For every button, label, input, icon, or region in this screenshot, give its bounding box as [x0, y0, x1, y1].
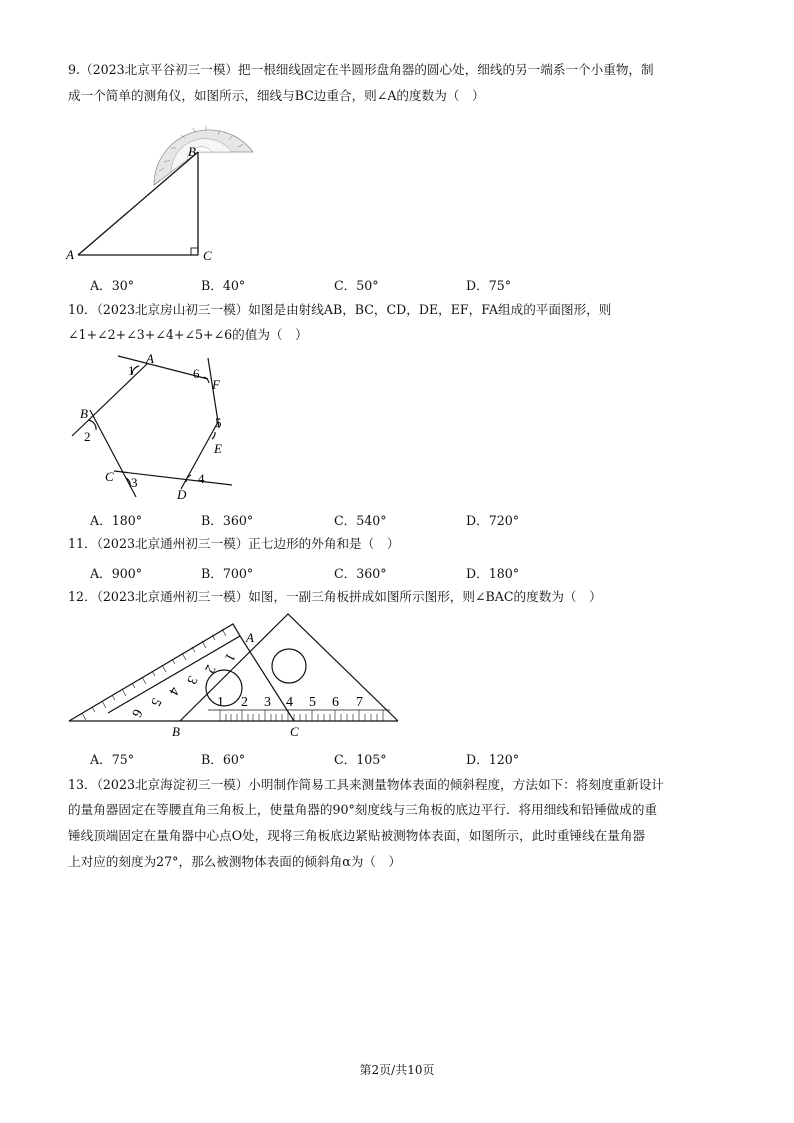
protractor: [154, 118, 253, 185]
label-a: A: [146, 351, 154, 366]
angle-2-label: 2: [84, 429, 91, 444]
q11-option-b[interactable]: B．700°: [201, 566, 254, 581]
q12-option-a[interactable]: A．75°: [90, 752, 135, 767]
q11-option-c[interactable]: C．360°: [334, 566, 387, 581]
q9-option-d[interactable]: D．75°: [466, 278, 512, 293]
label-b: B: [80, 406, 88, 421]
q13-line-1: 13．（2023北京海淀初三一模）小明制作简易工具来测量物体表面的倾斜程度，方法如下：将刻度重新设计: [68, 777, 664, 792]
svg-text:5: 5: [147, 695, 164, 709]
svg-text:1: 1: [221, 650, 238, 664]
label-a: A: [66, 247, 74, 262]
q10-option-b[interactable]: B．360°: [201, 513, 254, 528]
svg-text:1: 1: [217, 695, 224, 710]
label-b: B: [172, 724, 180, 739]
label-f: F: [212, 377, 220, 392]
side-ab: [78, 152, 198, 255]
svg-text:6: 6: [332, 695, 339, 710]
label-b: B: [188, 144, 196, 159]
label-d: D: [177, 487, 187, 502]
q13-line-3: 锤线顶端固定在量角器中心点O处，现将三角板底边紧贴被测物体表面，如图所示，此时重锤线在量角器: [68, 828, 646, 843]
label-a: A: [246, 630, 254, 645]
q11-line-1: 11．（2023北京通州初三一模）正七边形的外角和是（ ）: [68, 536, 400, 551]
q11-option-d[interactable]: D．180°: [466, 566, 520, 581]
q10-option-d[interactable]: D．720°: [466, 513, 520, 528]
triangle-hole-1: [272, 649, 306, 683]
q9-option-b[interactable]: B．40°: [201, 278, 246, 293]
svg-text:4: 4: [286, 695, 293, 710]
angle-4-arc: [186, 475, 191, 482]
q10-option-c[interactable]: C．540°: [334, 513, 387, 528]
svg-text:4: 4: [165, 684, 182, 698]
q9-option-a[interactable]: A．30°: [90, 278, 135, 293]
svg-text:5: 5: [309, 695, 316, 710]
angle-5-label: 5: [215, 415, 222, 430]
svg-text:3: 3: [183, 673, 200, 687]
angle-6-label: 6: [193, 366, 200, 381]
q13-line-2: 的量角器固定在等腰直角三角板上，使量角器的90°刻度线与三角板的底边平行．将用细线和铅锤做成的重: [68, 802, 658, 817]
label-c: C: [105, 469, 114, 484]
q11-option-a[interactable]: A．900°: [90, 566, 143, 581]
svg-text:7: 7: [356, 695, 363, 710]
q9-line-2: 成一个简单的测角仪，如图所示，细线与BC边重合，则∠A的度数为（ ）: [68, 88, 485, 103]
svg-text:2: 2: [201, 662, 218, 676]
q12-figure: [60, 610, 410, 740]
label-c: C: [203, 248, 212, 263]
ray-bc: [72, 363, 148, 436]
angle-4-label: 4: [198, 471, 205, 486]
right-angle-mark: [191, 248, 198, 255]
q10-figure: [60, 350, 240, 510]
triangle-hole-2: [206, 670, 242, 706]
q12-option-b[interactable]: B．60°: [201, 752, 246, 767]
label-e: E: [214, 441, 222, 456]
q10-line-2: ∠1+∠2+∠3+∠4+∠5+∠6的值为（ ）: [68, 327, 308, 342]
ruler-numbers: [128, 650, 363, 719]
q12-option-c[interactable]: C．105°: [334, 752, 387, 767]
label-c: C: [290, 724, 299, 739]
svg-text:6: 6: [128, 706, 145, 720]
q9-figure: [60, 118, 270, 268]
q9-line-1: 9.（2023北京平谷初三一模）把一根细线固定在半圆形盘角器的圆心处，细线的另一端系一个小重物，制: [68, 62, 654, 77]
angle-6-arc: [204, 377, 209, 383]
q12-option-d[interactable]: D．120°: [466, 752, 520, 767]
page-footer: 第2页/共10页: [359, 1063, 435, 1077]
angle-3-label: 3: [131, 475, 138, 490]
svg-text:3: 3: [264, 695, 271, 710]
q10-line-1: 10．（2023北京房山初三一模）如图是由射线AB，BC，CD，DE，EF，FA组成的平面图形，则: [68, 302, 612, 317]
angle-1-label: 1: [128, 363, 135, 378]
q10-option-a[interactable]: A．180°: [90, 513, 143, 528]
q12-line-1: 12．（2023北京通州初三一模）如图，一副三角板拼成如图所示图形，则∠BAC的度数为（ ）: [68, 589, 602, 604]
svg-text:2: 2: [241, 695, 248, 710]
q13-line-4: 上对应的刻度为27°，那么被测物体表面的倾斜角α为（ ）: [68, 854, 402, 869]
q9-option-c[interactable]: C．50°: [334, 278, 379, 293]
